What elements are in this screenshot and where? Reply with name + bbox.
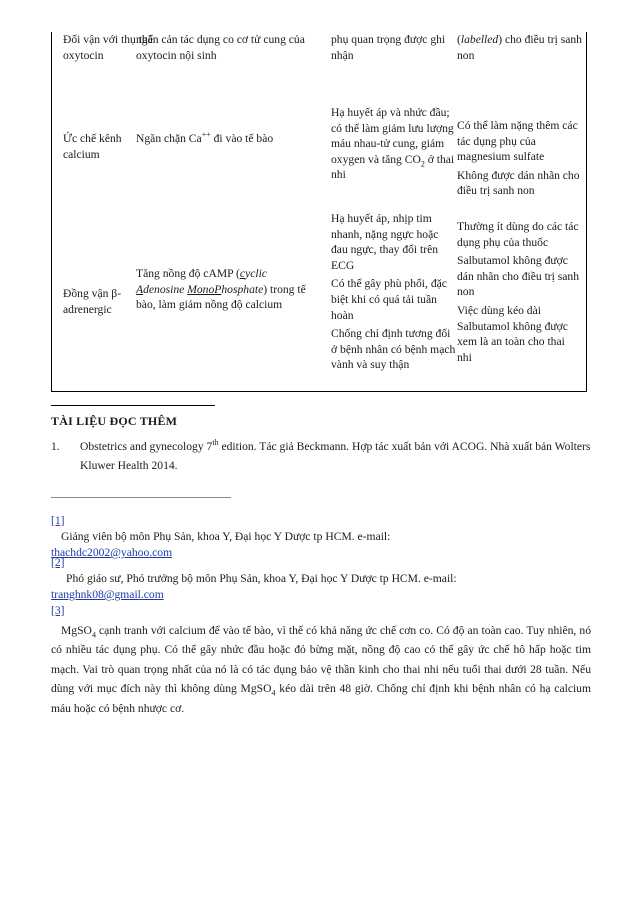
cell-text: [136, 266, 316, 313]
text: yclic: [245, 267, 267, 280]
text: MgSO: [61, 623, 92, 637]
reference-number: 1.: [51, 440, 60, 453]
footnote-text: Giảng viên bộ môn Phụ Sản, khoa Y, Đại học Y Dược tp HCM. e-mail:: [61, 530, 391, 543]
footnote-link[interactable]: [2]: [51, 556, 65, 569]
row2-side-effects: [331, 105, 456, 183]
cell-text: Việc dùng kéo dài Salbutamol không được xem là an toàn cho thai nhi: [457, 303, 568, 364]
cell-text: Đồng vận β-adrenergic: [63, 287, 122, 316]
underlined-letter: Mono: [187, 282, 215, 296]
row3-side-effects: [331, 211, 456, 373]
text: Ngăn chặn Ca: [136, 132, 202, 145]
text: hosphate: [221, 282, 264, 296]
italic-term: labelled: [460, 33, 499, 46]
reference-text: [80, 437, 591, 475]
superscript: ++: [201, 130, 211, 140]
text: Obstetrics and gynecology 7: [80, 440, 213, 453]
row1-notes: [457, 32, 582, 63]
cell-text-rest: ) cho điều trị sanh non: [457, 33, 582, 62]
superscript: th: [212, 438, 219, 448]
subscript: 4: [91, 629, 96, 639]
cell-text: Không được dán nhãn cho điều trị sanh non: [457, 168, 580, 198]
row2-notes: [457, 118, 582, 199]
cell-text: phụ quan trọng được ghi nhận: [331, 33, 446, 62]
text: denosine: [143, 282, 188, 296]
row3-mechanism: [136, 266, 316, 313]
row1-side-effects: [331, 32, 456, 63]
underlined-letter: P: [214, 282, 222, 296]
footnote-2: [51, 555, 591, 603]
cell-text: [331, 105, 456, 183]
underlined-letter: A: [136, 282, 144, 296]
cell-text: Có thể làm nặng thêm các tác dụng phụ của magnesium sulfate: [457, 119, 578, 164]
subscript: 4: [271, 688, 276, 698]
paren: (: [457, 33, 461, 46]
email-link[interactable]: tranghnk08@gmail.com: [51, 588, 164, 601]
drug-table: [51, 32, 587, 392]
cell-text: Có thể gây phù phổi, đặc biệt khi có quá tải tuần hoàn: [331, 277, 447, 322]
footnote-text: Phó giáo sư, Phó trưởng bộ môn Phụ Sản, khoa Y, Đại học Y Dược tp HCM. e-mail:: [66, 572, 457, 585]
text: edition. Tác giả Beckmann. Hợp tác xuất bản với ACOG. Nhà xuất bản Wolters Kluwer Health 2014.: [80, 440, 591, 472]
row1-mechanism: [136, 32, 316, 63]
cell-text: Hạ huyết áp, nhịp tim nhanh, nặng ngực hoặc đau ngực, thay đổi trên ECG: [331, 212, 439, 272]
cell-text: [136, 131, 316, 147]
text: ) trong tế bào, làm giảm nồng độ calcium: [136, 282, 306, 312]
cell-text: Ức chế kênh calcium: [63, 132, 122, 161]
text: ở thai nhi: [331, 152, 455, 182]
cell-text: Thường ít dùng do các tác dụng phụ của thuốc: [457, 220, 579, 249]
footnote-link[interactable]: [3]: [51, 604, 65, 617]
underlined-letter: c: [239, 267, 246, 280]
row3-notes: [457, 219, 582, 365]
cell-text: [457, 32, 582, 63]
heading-rule: [51, 405, 215, 406]
email-link[interactable]: thachdc2002@yahoo.com: [51, 546, 173, 559]
cell-text: Đối vận với thụ thể oxytocin: [63, 33, 153, 62]
cell-text: Salbutamol không được dán nhãn cho điều trị sanh non: [457, 254, 580, 299]
text: đi vào tế bào: [210, 132, 274, 145]
footnote-1: [51, 513, 591, 561]
text: Tăng nồng độ cAMP (: [136, 267, 240, 280]
text: kéo dài trên 48 giờ. Chống chỉ định khi bệnh nhân có hạ calcium máu hoặc có bệnh nhược cơ.: [51, 682, 592, 715]
further-reading-heading: TÀI LIỆU ĐỌC THÊM: [51, 414, 178, 428]
row2-mechanism: [136, 131, 316, 147]
subscript: 2: [420, 159, 425, 169]
text: cạnh tranh với calcium để vào tế bào, vì thế có khả năng ức chế cơn co. Có độ an toàn cao. Tuy nhiên, nó có nhiều tác dụng phụ. Có thể gây nhức đầu hoặc đỏ bừng mặt, nồng độ cao có thể gây ức chế hô hấp hoặc tim mạch. Vai trò quan trọng nhất của nó là có tác dụng bảo vệ thần kinh cho thai nhi nếu tuổi thai dưới 28 tuần. Nếu dùng với mục đích này thì không dùng MgSO: [51, 623, 591, 695]
text: Hạ huyết áp và nhức đầu; có thể làm giảm lưu lượng máu nhau-tử cung, giảm oxygen và tăng CO: [331, 106, 454, 166]
footnote-3: [51, 601, 591, 718]
cell-text: Chống chỉ định tương đối ở bệnh nhân có bệnh mạch vành và suy thận: [331, 327, 456, 372]
reference-item: [51, 437, 591, 475]
footnote-separator: [51, 497, 231, 498]
footnote-link[interactable]: [1]: [51, 514, 65, 527]
cell-text: ngăn cản tác dụng co cơ tử cung của oxytocin nội sinh: [136, 33, 305, 62]
